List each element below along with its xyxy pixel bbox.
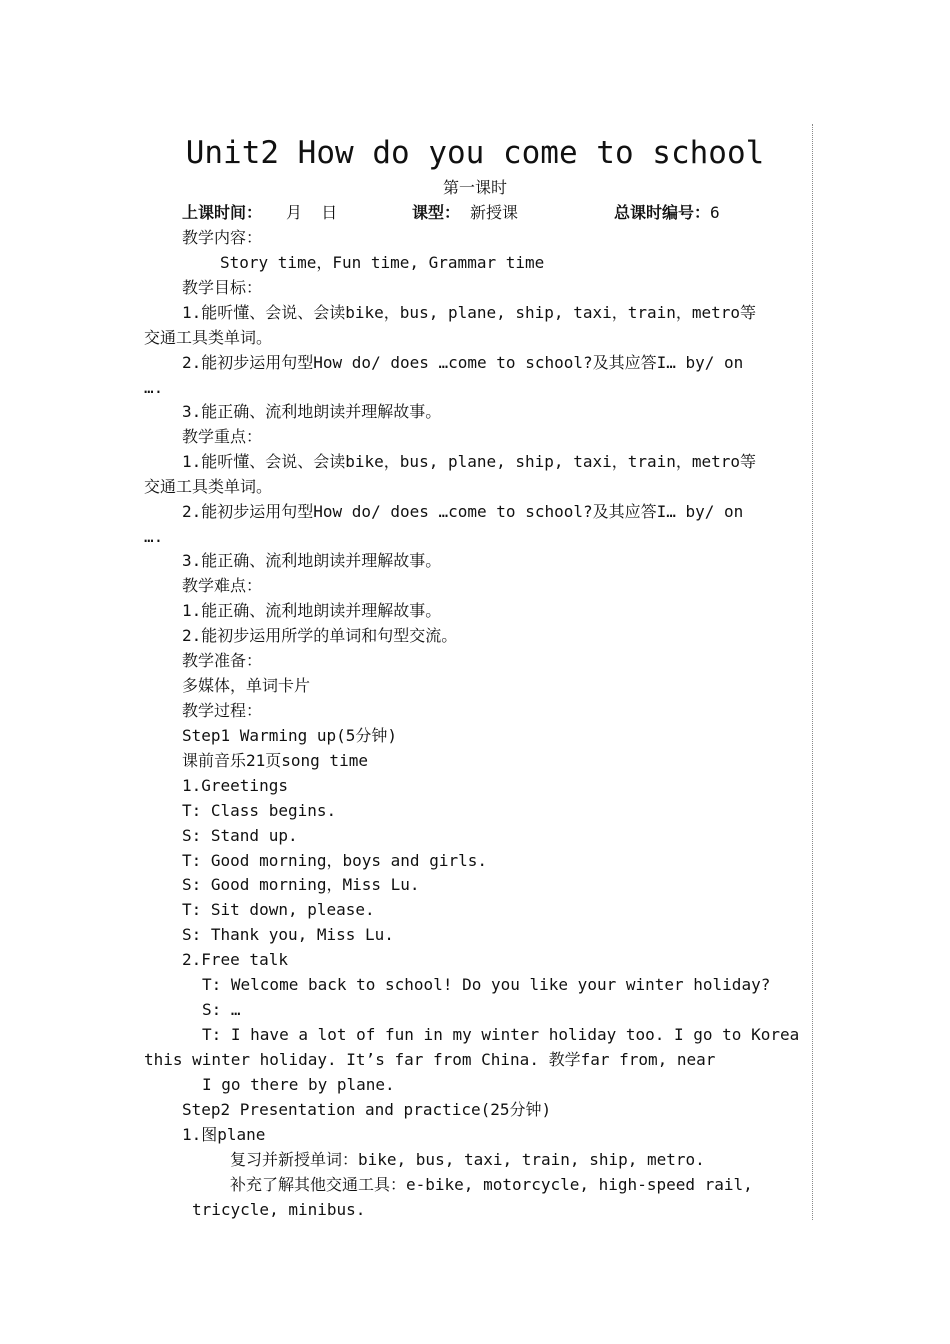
- lesson-type-label: 课型：: [412, 203, 461, 222]
- dialogue-line: T: I have a lot of fun in my winter holiday too. I go to Korea: [202, 1025, 800, 1044]
- paragraph-line: 2.能初步运用句型How do/ does …come to school?及其应答I… by/ on: [182, 353, 744, 372]
- paragraph-line: 复习并新授单词：bike, bus, taxi, train, ship, metro.: [230, 1150, 705, 1169]
- dialogue-line: T: Good morning，boys and girls.: [182, 851, 487, 870]
- page-title: Unit2 How do you come to school: [185, 135, 765, 171]
- dialogue-line: T: Sit down, please.: [182, 900, 375, 919]
- paragraph-line: 3.能正确、流利地朗读并理解故事。: [182, 551, 442, 570]
- section-heading: 教学目标：: [182, 278, 263, 297]
- class-time-label: 上课时间：: [182, 203, 263, 222]
- section-heading: 教学难点：: [182, 576, 263, 595]
- paragraph-line: 补充了解其他交通工具：e-bike, motorcycle, high-speed rail,: [230, 1175, 753, 1194]
- section-heading: 教学内容：: [182, 228, 263, 247]
- paragraph-line: 2.能初步运用句型How do/ does …come to school?及其应答I… by/ on: [182, 502, 744, 521]
- paragraph-line: 2.能初步运用所学的单词和句型交流。: [182, 626, 458, 645]
- paragraph-line: 交通工具类单词。: [144, 477, 273, 496]
- lesson-type-value: 新授课: [470, 203, 519, 222]
- dialogue-line: T: Class begins.: [182, 801, 337, 820]
- paragraph-line: 1.Greetings: [182, 776, 288, 795]
- margin-dotted-line: [812, 124, 813, 1220]
- total-lesson-number-value: 6: [710, 203, 720, 222]
- lesson-subtitle: 第一课时: [442, 178, 507, 197]
- paragraph-line: 1.能听懂、会说、会读bike，bus, plane, ship, taxi，train，metro等: [182, 452, 757, 471]
- paragraph-line: 多媒体，单词卡片: [182, 676, 311, 695]
- dialogue-line: T: Welcome back to school! Do you like your winter holiday?: [202, 975, 771, 994]
- paragraph-line: Story time，Fun time, Grammar time: [220, 253, 545, 272]
- section-heading: 教学重点：: [182, 427, 263, 446]
- paragraph-line: 3.能正确、流利地朗读并理解故事。: [182, 402, 442, 421]
- paragraph-line: tricycle, minibus.: [192, 1200, 366, 1219]
- dialogue-line: I go there by plane.: [202, 1075, 395, 1094]
- paragraph-line: 2.Free talk: [182, 950, 288, 969]
- paragraph-line: 1.能正确、流利地朗读并理解故事。: [182, 601, 442, 620]
- total-lesson-number-label: 总课时编号：: [614, 203, 711, 222]
- step-heading: Step2 Presentation and practice(25分钟): [182, 1100, 552, 1119]
- step-heading: Step1 Warming up(5分钟): [182, 726, 398, 745]
- dialogue-line: S: …: [202, 1000, 241, 1019]
- section-heading: 教学准备：: [182, 651, 263, 670]
- paragraph-line: ….: [144, 527, 164, 546]
- paragraph-line: 1.能听懂、会说、会读bike，bus, plane, ship, taxi，train，metro等: [182, 303, 757, 322]
- paragraph-line: 1.图plane: [182, 1125, 266, 1144]
- section-heading: 教学过程：: [182, 701, 263, 720]
- dialogue-line: S: Thank you, Miss Lu.: [182, 925, 394, 944]
- dialogue-line: S: Good morning，Miss Lu.: [182, 875, 420, 894]
- paragraph-line: 课前音乐21页song time: [182, 751, 368, 770]
- dialogue-line: S: Stand up.: [182, 826, 298, 845]
- dialogue-line: this winter holiday. It’s far from China. 教学far from, near: [144, 1050, 716, 1069]
- lesson-info-row: [0, 200, 950, 225]
- paragraph-line: ….: [144, 378, 164, 397]
- paragraph-line: 交通工具类单词。: [144, 328, 273, 347]
- class-time-value: 月 日: [286, 203, 338, 222]
